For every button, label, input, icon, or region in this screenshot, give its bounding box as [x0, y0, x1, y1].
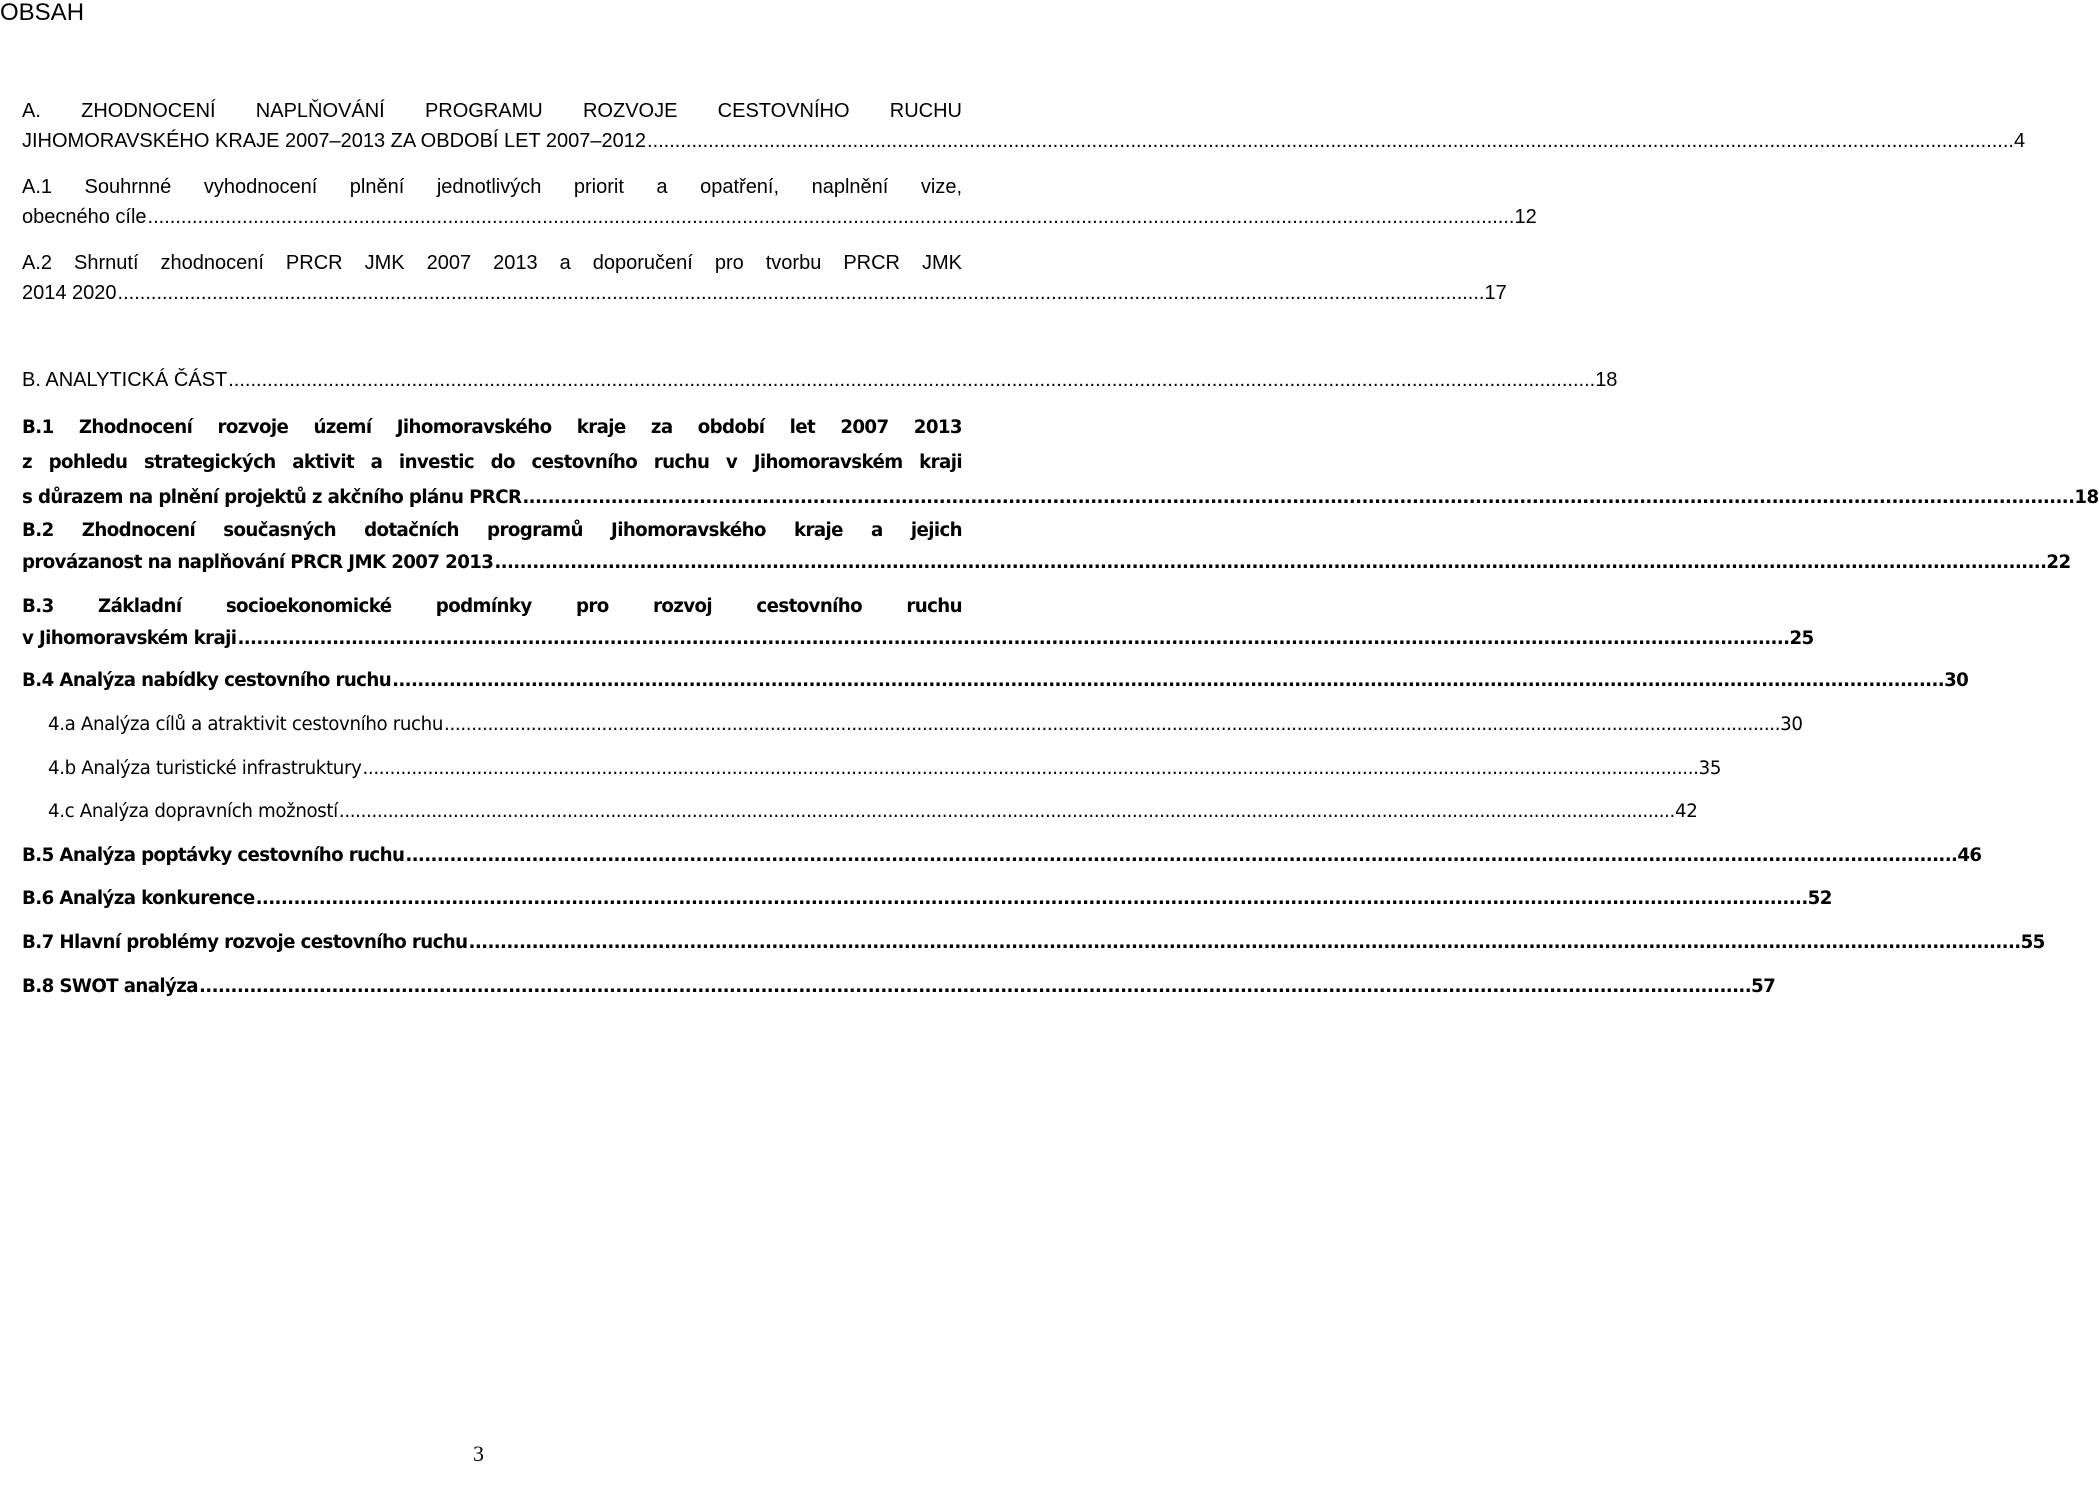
toc-entry-label: B.7 Hlavní problémy rozvoje cestovního ruchu — [22, 932, 468, 953]
dot-leader — [522, 480, 2074, 515]
toc-entry-b5[interactable] — [22, 841, 1982, 871]
dot-leader — [362, 754, 1698, 784]
dot-leader — [494, 547, 2046, 579]
toc-entry-b8[interactable] — [22, 972, 1776, 1002]
toc-entry-label: B.4 Analýza nabídky cestovního ruchu — [22, 670, 392, 691]
toc-entry-label-cont: z pohledu strategických aktivit a investic do cestovního ruchu v Jihomoravském kraji — [22, 452, 962, 473]
toc-entry-label-cont: 2014 2020 — [22, 282, 117, 304]
toc-page-number: 17 — [1484, 282, 1507, 304]
toc-page-number: 57 — [1751, 976, 1776, 997]
toc-entry-b4[interactable] — [22, 666, 1969, 696]
toc-page-number: 46 — [1957, 845, 1982, 866]
toc-entry-label: A.1 Souhrnné vyhodnocení plnění jednotlivých priorit a opatření, naplnění vize, — [22, 176, 962, 198]
toc-entry-b7[interactable] — [22, 928, 2045, 958]
toc-entry-label: B.1 Zhodnocení rozvoje území Jihomoravského kraje za období let 2007 2013 — [22, 417, 962, 438]
toc-entry-a[interactable] — [22, 96, 2026, 156]
toc-entry-label: B. ANALYTICKÁ ČÁST — [22, 369, 228, 391]
toc-page-number: 22 — [2046, 552, 2071, 573]
toc-page-number: 18 — [1595, 369, 1618, 391]
toc-entry-label: B.3 Základní socioekonomické podmínky pro rozvoj cestovního ruchu — [22, 596, 962, 617]
toc-entry-label: 4.a Analýza cílů a atraktivit cestovního ruchu — [48, 714, 444, 735]
toc-entry-label: 4.b Analýza turistické infrastruktury — [48, 758, 362, 779]
dot-leader — [148, 202, 1515, 232]
toc-entry-b6[interactable] — [22, 884, 1832, 914]
toc-page-number: 52 — [1807, 888, 1832, 909]
toc-page-number: 30 — [1780, 714, 1803, 735]
toc-entry-a1[interactable] — [22, 172, 1537, 232]
toc-entry-label: B.8 SWOT analýza — [22, 976, 198, 997]
toc-page-number: 18 — [2074, 487, 2099, 508]
toc-page-number: 55 — [2020, 932, 2045, 953]
toc-entry-b4a[interactable] — [48, 710, 1803, 740]
dot-leader — [118, 278, 1485, 308]
toc-entry-label: B.6 Analýza konkurence — [22, 888, 255, 909]
dot-leader — [339, 797, 1675, 827]
toc-entry-b[interactable] — [22, 365, 1618, 395]
toc-entry-b4c[interactable] — [48, 797, 1698, 827]
toc-page-number: 35 — [1698, 758, 1722, 779]
dot-leader — [647, 126, 2014, 156]
toc-entry-label-cont: s důrazem na plnění projektů z akčního plánu PRCR — [22, 487, 522, 508]
page-title: OBSAH — [0, 0, 85, 26]
toc-entry-b4b[interactable] — [48, 754, 1722, 784]
toc-entry-label-cont: provázanost na naplňování PRCR JMK 2007 2013 — [22, 552, 494, 573]
toc-entry-label: A. ZHODNOCENÍ NAPLŇOVÁNÍ PROGRAMU ROZVOJE CESTOVNÍHO RUCHU — [22, 100, 962, 122]
toc-page-number: 25 — [1789, 628, 1814, 649]
dot-leader — [469, 928, 2021, 958]
toc-page-number: 30 — [1944, 670, 1969, 691]
toc-entry-label: B.2 Zhodnocení současných dotačních programů Jihomoravského kraje a jejich — [22, 520, 962, 541]
toc-entry-b3[interactable] — [22, 591, 1814, 655]
toc-entry-label-cont: v Jihomoravském kraji — [22, 628, 237, 649]
page-number: 3 — [473, 1441, 484, 1466]
toc-page-number: 12 — [1514, 206, 1537, 228]
toc-entry-label: A.2 Shrnutí zhodnocení PRCR JMK 2007 2013 a doporučení pro tvorbu PRCR JMK — [22, 252, 962, 274]
dot-leader — [444, 710, 1780, 740]
toc-entry-b2[interactable] — [22, 515, 2071, 579]
dot-leader — [228, 365, 1595, 395]
dot-leader — [237, 623, 1789, 655]
toc-entry-label: B.5 Analýza poptávky cestovního ruchu — [22, 845, 405, 866]
toc-entry-a2[interactable] — [22, 248, 1507, 308]
dot-leader — [405, 841, 1957, 871]
toc-page-number: 42 — [1675, 801, 1698, 822]
toc-entry-label-cont: JIHOMORAVSKÉHO KRAJE 2007–2013 ZA OBDOBÍ LET 2007–2012 — [22, 130, 647, 152]
toc-page-number: 4 — [2013, 130, 2026, 152]
dot-leader — [256, 884, 1808, 914]
dot-leader — [392, 666, 1944, 696]
toc-entry-label-cont: obecného cíle — [22, 206, 147, 228]
dot-leader — [199, 972, 1751, 1002]
toc-entry-label: 4.c Analýza dopravních možností — [48, 801, 338, 822]
toc-entry-b1[interactable] — [22, 410, 2099, 515]
